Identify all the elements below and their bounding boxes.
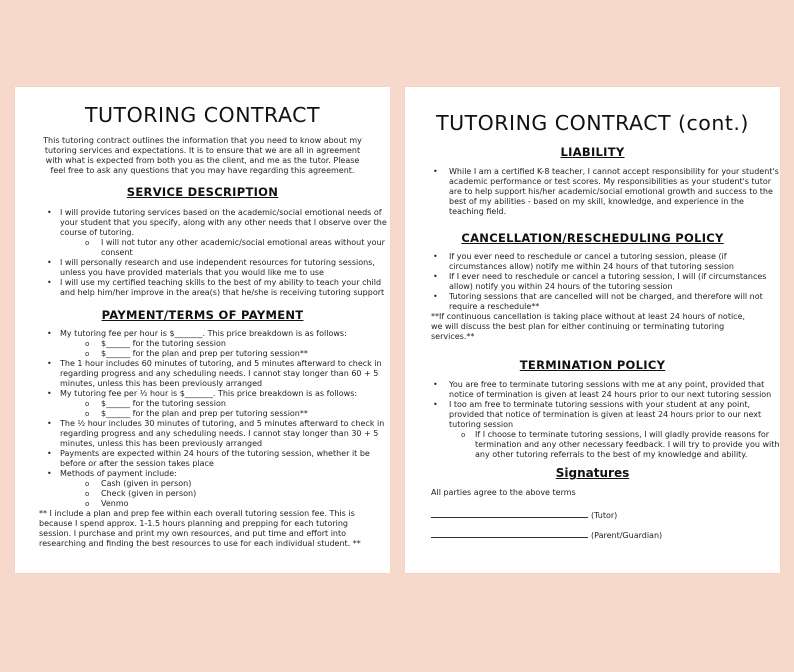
plan-prep-note: ** I include a plan and prep fee within each overall tutoring session fee. This is because I spend approx. 1-1.5 hours planning and prepping for each tutoring session. I purchase and print my own resources, and put time and effort into researching and finding the best resources to use for each individual student. ** [39,509,361,548]
list-item: • If I ever need to reschedule or cancel a tutoring session, I will (if circumstances allow) notify you within 24 hours of the tutoring session [405,272,780,292]
list-item: • The ½ hour includes 30 minutes of tutoring, and 5 minutes afterward to check in regarding progress and any scheduling needs. I cannot stay longer than 30 + 5 minutes, unless this has been previously arranged [15,419,390,449]
list-item: • My tutoring fee per ½ hour is $_______. This price breakdown is as follows: [15,389,390,399]
cancellation-list [405,252,780,312]
list-item: • You are free to terminate tutoring sessions with me at any point, provided that notice of termination is given at least 24 hours prior to our next tutoring session [405,380,780,400]
list-item: • I will personally research and use independent resources for tutoring sessions, unless you have provided materials that you would like me to use [15,258,390,278]
cancellation-note: **If continuous cancellation is taking place without at least 24 hours of notice, we will discuss the best plan for either continuing or terminating tutoring services.** [431,312,746,341]
list-item: • Tutoring sessions that are cancelled will not be charged, and therefore will not require a reschedule** [405,292,780,312]
parent-signature-line[interactable] [405,529,780,541]
list-item: • I will provide tutoring services based on the academic/social emotional needs of your student that you specify, along with any other needs that I observe over the course of tutoring. [15,208,390,238]
list-item: o If I choose to terminate tutoring sessions, I will gladly provide reasons for termination and any other necessary feedback. I will try to provide you with any other tutoring referrals to the best of my knowledge and ability. [405,430,780,460]
list-item: • My tutoring fee per hour is $_______. This price breakdown is as follows: [15,329,390,339]
list-item: • The 1 hour includes 60 minutes of tutoring, and 5 minutes afterward to check in regarding progress and any scheduling needs. I cannot stay longer than 60 + 5 minutes, unless this has been previously arranged [15,359,390,389]
termination-policy-heading: TERMINATION POLICY [519,358,666,372]
list-item: o I will not tutor any other academic/social emotional areas without your consent [15,238,390,258]
tutor-signature-line[interactable] [405,509,780,521]
payment-list [15,329,390,509]
list-item: • I too am free to terminate tutoring sessions with your student at any point, provided that notice of termination is given at least 24 hours prior to our next tutoring session [405,400,780,430]
contract-page-2 [405,87,780,573]
list-item: o $______ for the plan and prep per tutoring session** [15,409,390,419]
signature-underline [431,537,588,538]
list-item: • Payments are expected within 24 hours of the tutoring session, whether it be before or after the session takes place [15,449,390,469]
list-item: • While I am a certified K-8 teacher, I cannot accept responsibility for your student's academic performance or test scores. My responsibilities as your student's tutor are to help support his/her academic/social emotional growth and success to the best of my abilities - based on my skill, knowledge, and experience in the teaching field. [405,167,780,217]
list-item: o $______ for the plan and prep per tutoring session** [15,349,390,359]
service-description-heading: SERVICE DESCRIPTION [126,185,279,199]
page-title: TUTORING CONTRACT (cont.) [436,111,749,135]
list-item: • I will use my certified teaching skills to the best of my ability to teach your child and help him/her improve in the area(s) that he/she is receiving tutoring support [15,278,390,298]
list-item: o Cash (given in person) [15,479,390,489]
contract-page-1 [15,87,390,573]
signatures-heading: Signatures [555,466,630,480]
page-title: TUTORING CONTRACT [85,103,320,127]
parent-guardian-label: (Parent/Guardian) [591,531,663,540]
list-item: • If you ever need to reschedule or cancel a tutoring session, please (if circumstances allow) notify me within 24 hours of that tutoring session [405,252,780,272]
intro-paragraph: This tutoring contract outlines the information that you need to know about my tutoring services and expectations. It is to ensure that we are all in agreement with what is expected from both you as the client, and me as the tutor. Please feel free to ask any questions that you may have regarding this agreement. [43,136,362,175]
liability-list [405,167,780,217]
list-item: o $______ for the tutoring session [15,339,390,349]
payment-terms-heading: PAYMENT/TERMS OF PAYMENT [101,308,304,322]
list-item: o Venmo [15,499,390,509]
cancellation-policy-heading: CANCELLATION/RESCHEDULING POLICY [461,231,724,245]
tutor-label: (Tutor) [591,511,618,520]
signature-underline [431,517,588,518]
list-item: o $______ for the tutoring session [15,399,390,409]
liability-heading: LIABILITY [560,145,625,159]
list-item: o Check (given in person) [15,489,390,499]
service-list [15,208,390,298]
list-item: • Methods of payment include: [15,469,390,479]
agreement-statement: All parties agree to the above terms [431,488,576,497]
termination-list [405,380,780,460]
